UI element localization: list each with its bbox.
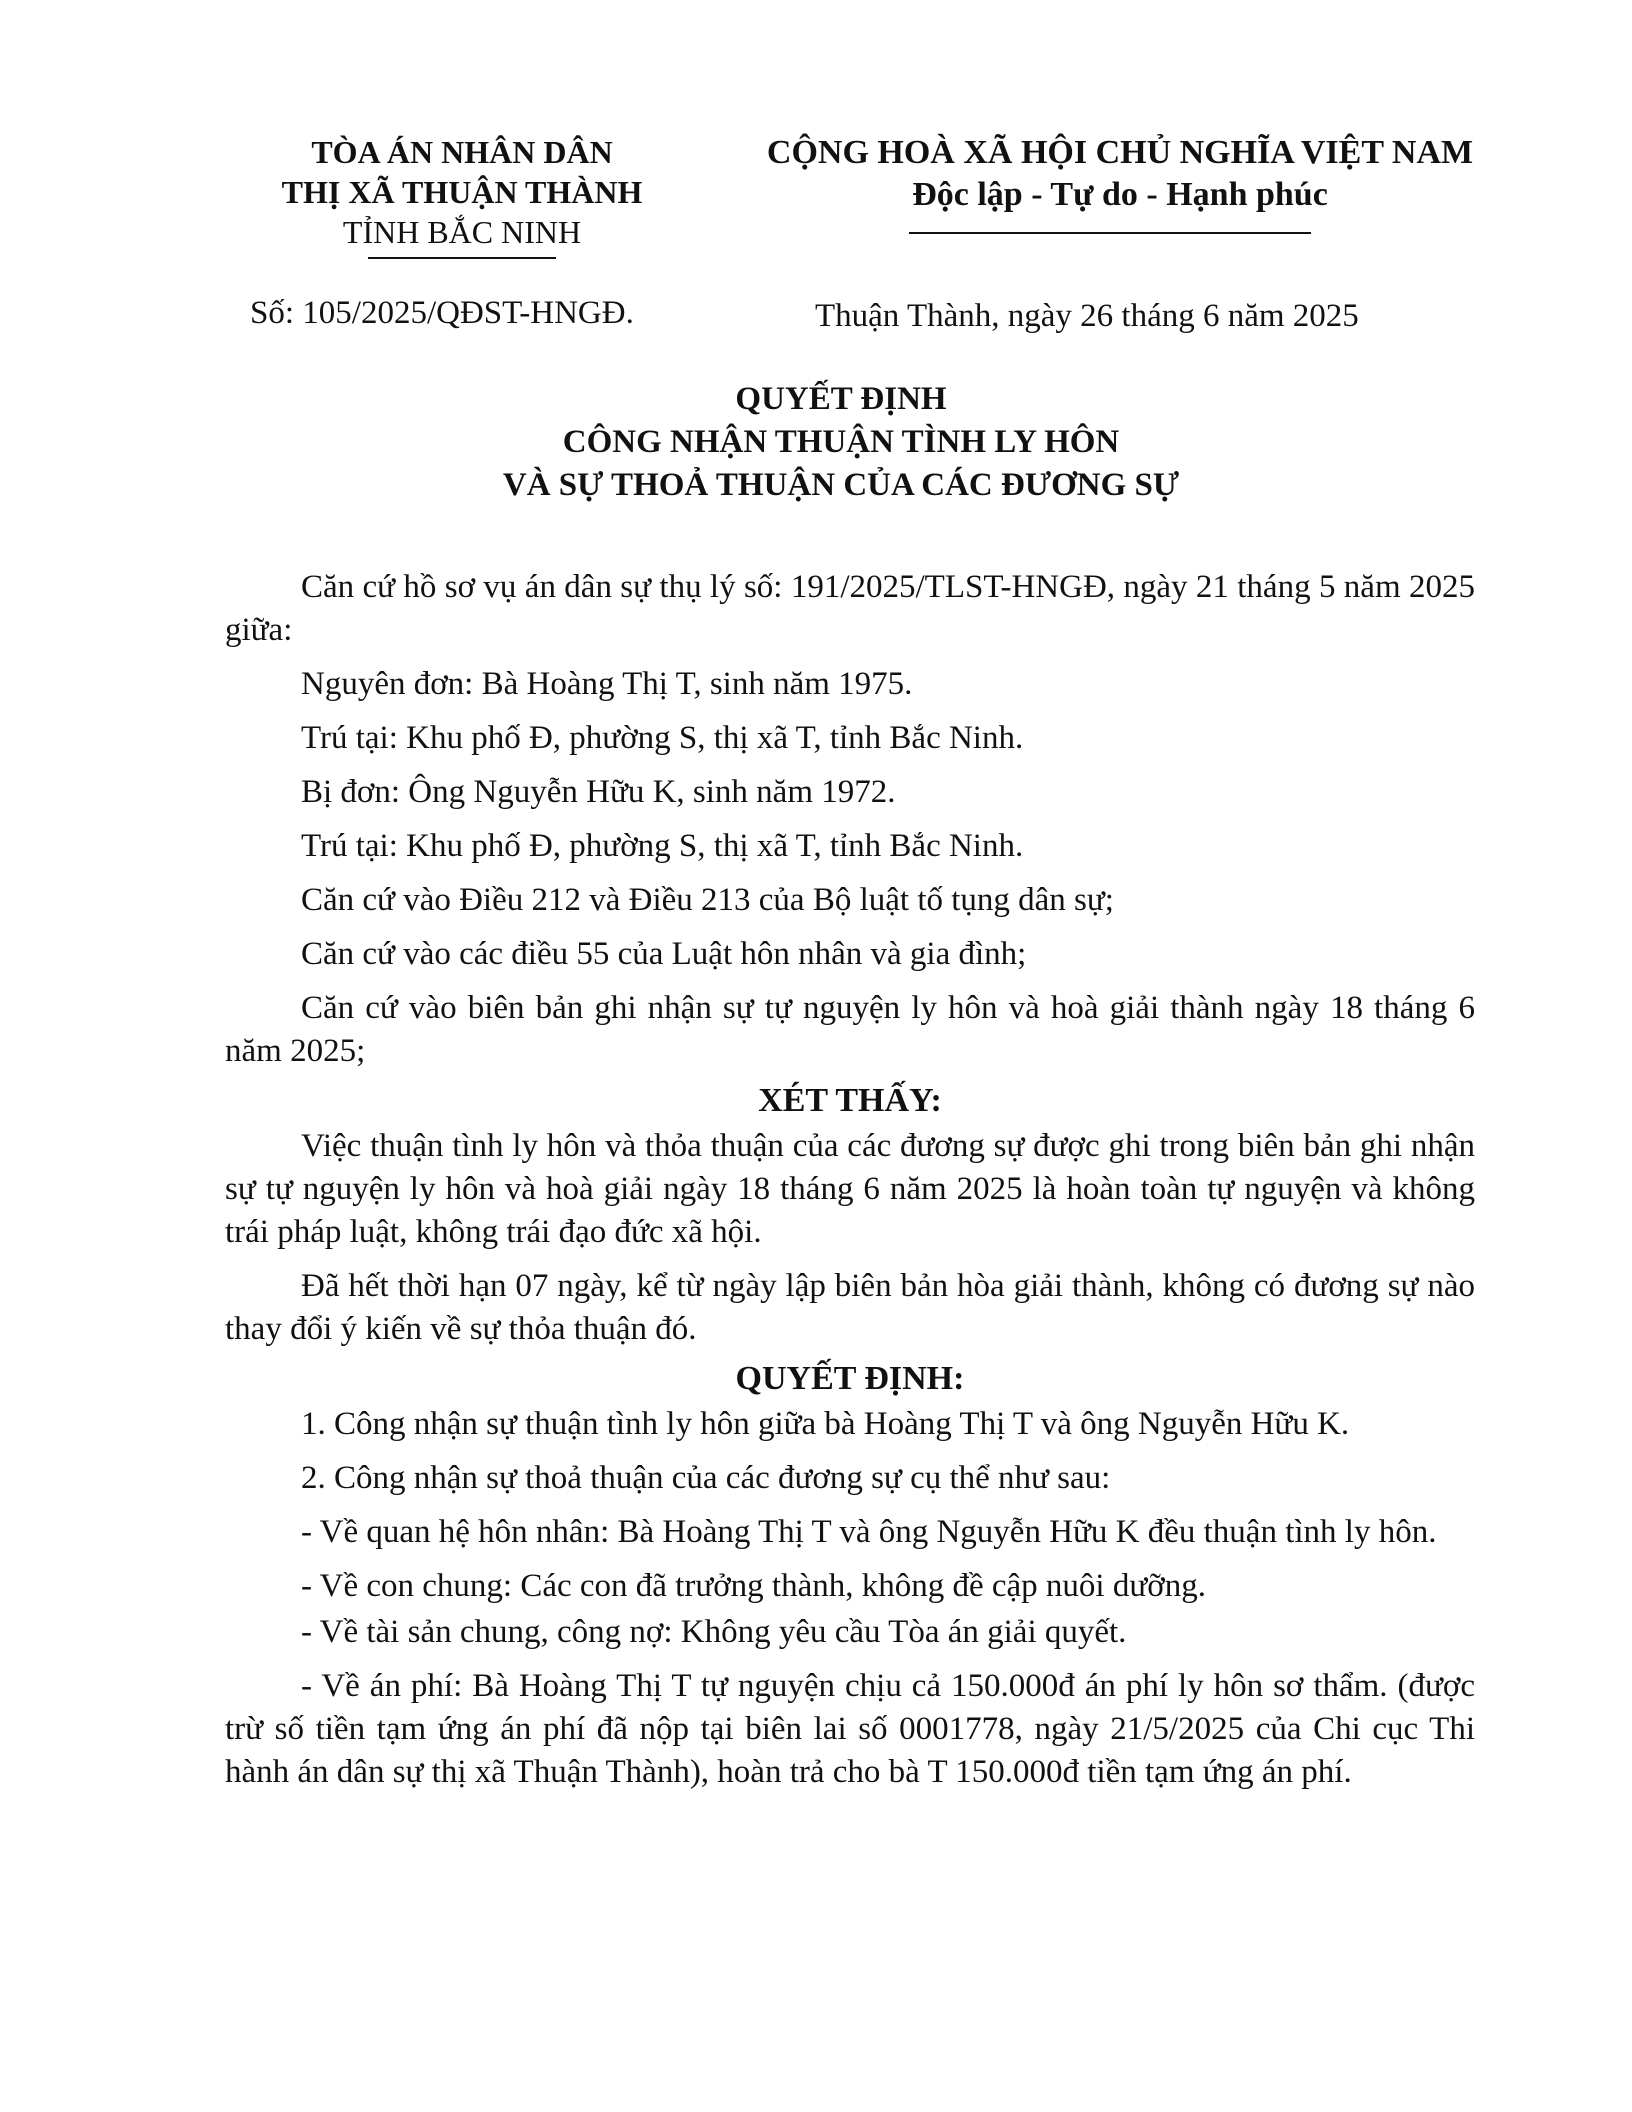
document-body	[225, 566, 1475, 1794]
court-name-line3: TỈNH BẮC NINH	[342, 214, 582, 250]
decision-marriage: - Về quan hệ hôn nhân: Bà Hoàng Thị T và ông Nguyễn Hữu K đều thuận tình ly hôn.	[301, 1514, 1437, 1550]
heading-xet-thay: XÉT THẤY:	[758, 1082, 942, 1119]
paragraph-plaintiff: Nguyên đơn: Bà Hoàng Thị T, sinh năm 1975.	[301, 666, 913, 702]
paragraph-finding-1: Việc thuận tình ly hôn và thỏa thuận của các đương sự được ghi trong biên bản ghi nhận sự tự nguyện ly hôn và hoà giải ngày 18 tháng 6 năm 2025 là hoàn toàn tự nguyện và không trái pháp luật, không trái đạo đức xã hội.	[225, 1128, 1475, 1250]
place-date: Thuận Thành, ngày 26 tháng 6 năm 2025	[815, 298, 1359, 334]
decision-children: - Về con chung: Các con đã trưởng thành, không đề cập nuôi dưỡng.	[301, 1568, 1206, 1604]
court-name-line1: TÒA ÁN NHÂN DÂN	[311, 134, 613, 170]
national-motto: Độc lập - Tự do - Hạnh phúc	[912, 176, 1328, 213]
title-line3: VÀ SỰ THOẢ THUẬN CỦA CÁC ĐƯƠNG SỰ	[502, 467, 1180, 503]
paragraph-finding-2: Đã hết thời hạn 07 ngày, kể từ ngày lập biên bản hòa giải thành, không có đương sự nào thay đổi ý kiến về sự thỏa thuận đó.	[225, 1268, 1475, 1347]
paragraph-legal-basis-3: Căn cứ vào biên bản ghi nhận sự tự nguyện ly hôn và hoà giải thành ngày 18 tháng 6 năm 2025;	[225, 990, 1475, 1069]
decision-court-fee: - Về án phí: Bà Hoàng Thị T tự nguyện chịu cả 150.000đ án phí ly hôn sơ thẩm. (được trừ số tiền tạm ứng án phí đã nộp tại biên lai số 0001778, ngày 21/5/2025 của Chi cục Thi hành án dân sự thị xã Thuận Thành), hoàn trả cho bà T 150.000đ tiền tạm ứng án phí.	[225, 1668, 1475, 1790]
paragraph-case-basis: Căn cứ hồ sơ vụ án dân sự thụ lý số: 191/2025/TLST-HNGĐ, ngày 21 tháng 5 năm 2025 giữa:	[225, 569, 1475, 648]
court-header-underline	[368, 257, 556, 259]
document-title	[216, 378, 1466, 507]
heading-quyet-dinh: QUYẾT ĐỊNH:	[735, 1360, 965, 1397]
court-header	[212, 132, 712, 252]
paragraph-legal-basis-1: Căn cứ vào Điều 212 và Điều 213 của Bộ luật tố tụng dân sự;	[301, 882, 1114, 918]
decision-property: - Về tài sản chung, công nợ: Không yêu cầu Tòa án giải quyết.	[301, 1614, 1127, 1650]
decision-item-2: 2. Công nhận sự thoả thuận của các đương sự cụ thể như sau:	[301, 1460, 1111, 1496]
national-header	[740, 132, 1500, 216]
paragraph-legal-basis-2: Căn cứ vào các điều 55 của Luật hôn nhân và gia đình;	[301, 936, 1027, 972]
decision-item-1: 1. Công nhận sự thuận tình ly hôn giữa bà Hoàng Thị T và ông Nguyễn Hữu K.	[301, 1406, 1350, 1442]
paragraph-defendant-address: Trú tại: Khu phố Đ, phường S, thị xã T, tỉnh Bắc Ninh.	[301, 828, 1024, 864]
paragraph-defendant: Bị đơn: Ông Nguyễn Hữu K, sinh năm 1972.	[301, 774, 896, 810]
paragraph-plaintiff-address: Trú tại: Khu phố Đ, phường S, thị xã T, tỉnh Bắc Ninh.	[301, 720, 1024, 756]
title-line1: QUYẾT ĐỊNH	[735, 381, 947, 417]
court-name-line2: THỊ XÃ THUẬN THÀNH	[281, 174, 643, 210]
document-number: Số: 105/2025/QĐST-HNGĐ.	[250, 295, 634, 331]
title-line2: CÔNG NHẬN THUẬN TÌNH LY HÔN	[562, 424, 1120, 460]
national-title: CỘNG HOÀ XÃ HỘI CHỦ NGHĨA VIỆT NAM	[766, 134, 1474, 171]
national-header-underline	[909, 232, 1311, 234]
